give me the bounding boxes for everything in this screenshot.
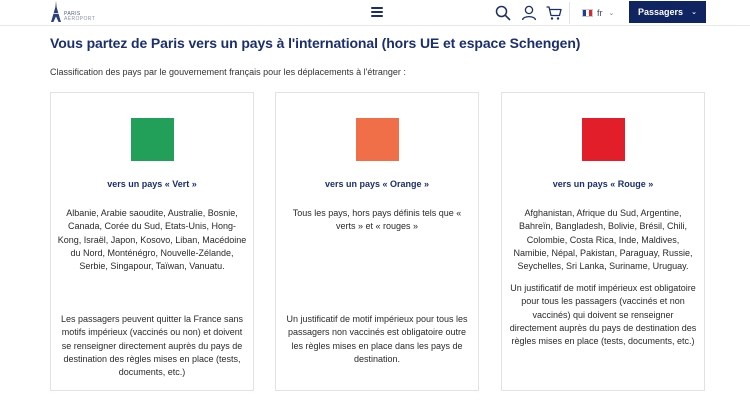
cart-icon[interactable] (545, 4, 563, 22)
card-note: Un justificatif de motif impérieux est obligatoire pour tous les passagers (vaccinés et non vaccinés) qui doivent se renseigner directement auprès du pays de destination des règles mises en place (tests, documents, etc.) (509, 283, 697, 347)
country-list: Tous les pays, hors pays définis tels que « verts » et « rouges » (292, 208, 462, 232)
green-swatch (131, 118, 174, 161)
orange-swatch (356, 118, 399, 161)
card-heading: vers un pays « Vert » (107, 179, 197, 189)
passagers-label: Passagers (638, 7, 684, 17)
country-list: Afghanistan, Afrique du Sud, Argentine, Bahreïn, Bangladesh, Bolivie, Brésil, Chili, Colombie, Costa Rica, Inde, Maldives, Namibie, Népal, Pakistan, Paraguay, Russie, Seychelles, Sri Lanka, Suriname, Uruguay. (513, 208, 693, 272)
hamburger-menu-icon[interactable] (371, 6, 383, 18)
card-note: Un justificatif de motif impérieux pour tous les passagers non vaccinés est obligatoire outre les règles mises en place dans les pays de destination. (286, 314, 468, 364)
card-heading: vers un pays « Rouge » (552, 179, 654, 189)
eiffel-tower-logo (50, 1, 62, 23)
paris-aeroport-logo[interactable] (50, 1, 100, 23)
chevron-down-icon: ⌄ (608, 10, 615, 17)
site-header (0, 0, 750, 26)
card-vert (50, 92, 254, 391)
chevron-down-icon: ⌄ (691, 9, 697, 16)
language-selector[interactable] (582, 6, 614, 20)
page-title: Vous partez de Paris vers un pays à l'international (hors UE et espace Schengen) (50, 35, 581, 51)
logo-line-1: PARIS (64, 11, 81, 17)
header-divider (569, 2, 570, 24)
country-list: Albanie, Arabie saoudite, Australie, Bosnie, Canada, Corée du Sud, Etats-Unis, Hong-Kong, Israël, Japon, Kosovo, Liban, Macédoine du Nord, Monténégro, Nouvelle-Zélande, Serbie, Singapour, Taïwan, Vanuatu. (57, 208, 247, 272)
french-flag-icon (582, 9, 593, 17)
language-code: fr (597, 8, 603, 18)
logo-line-2: AÉROPORT (64, 16, 96, 22)
card-orange (275, 92, 479, 391)
card-heading: vers un pays « Orange » (324, 179, 430, 189)
user-icon[interactable] (520, 4, 538, 22)
page-subtitle: Classification des pays par le gouvernement français pour les déplacements à l'étranger : (50, 67, 406, 77)
card-rouge (501, 92, 705, 391)
passagers-button[interactable] (629, 1, 706, 23)
search-icon[interactable] (494, 4, 512, 22)
card-note: Les passagers peuvent quitter la France sans motifs impérieux (vaccinés ou non) et doivent se renseigner directement auprès du pays de destination des règles mises en place (tests, documents, etc.) (60, 314, 244, 378)
red-swatch (582, 118, 625, 161)
